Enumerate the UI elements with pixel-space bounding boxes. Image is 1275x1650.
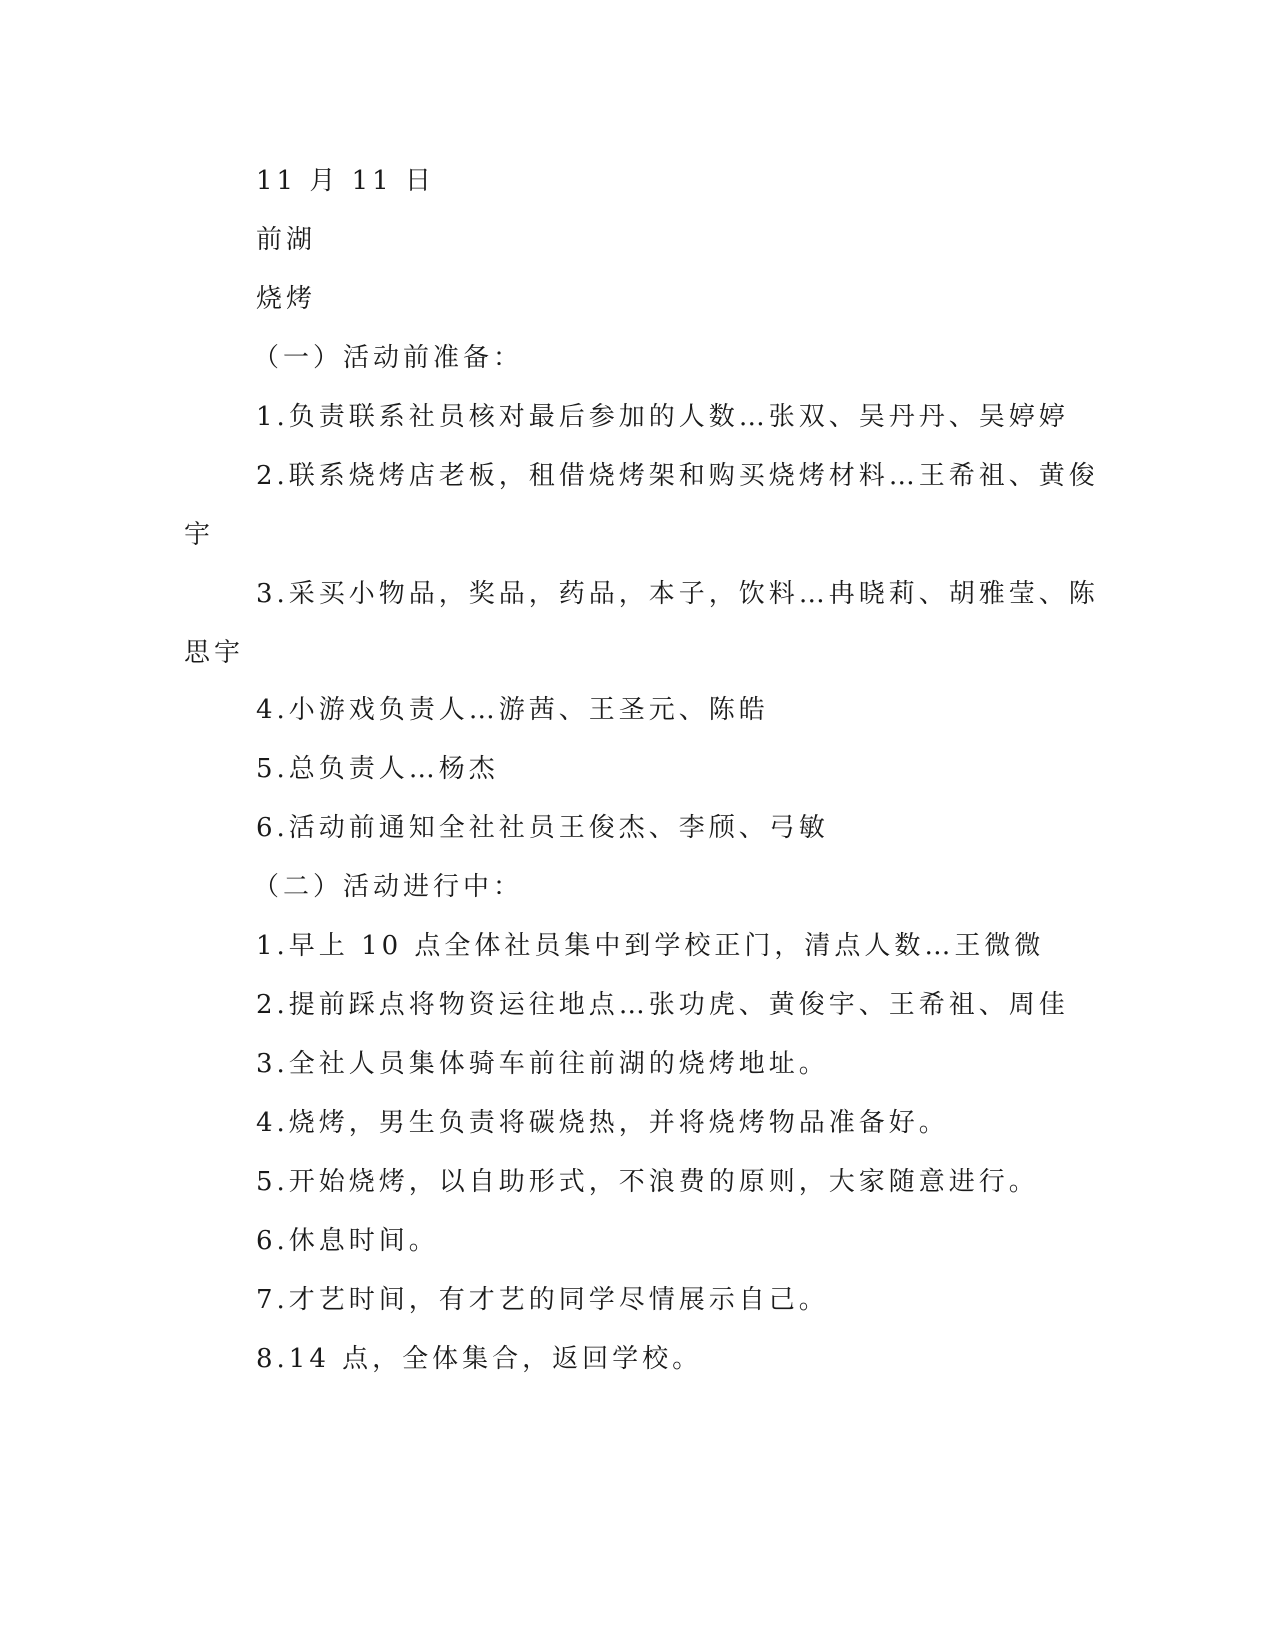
progress-item-5: 5.开始烧烤，以自助形式，不浪费的原则，大家随意进行。 (256, 1167, 1039, 1197)
prep-item-3: 3.采买小物品，奖品，药品，本子，饮料…冉晓莉、胡雅莹、陈 (256, 579, 1099, 609)
date-line: 11 月 11 日 (256, 166, 435, 196)
progress-item-1: 1.早上 10 点全体社员集中到学校正门，清点人数…王微微 (256, 931, 1045, 961)
prep-item-1: 1.负责联系社员核对最后参加的人数…张双、吴丹丹、吴婷婷 (256, 402, 1069, 432)
progress-item-8: 8.14 点，全体集合，返回学校。 (256, 1344, 703, 1374)
section-heading-in-progress: （二）活动进行中： (253, 872, 524, 902)
location-line: 前湖 (256, 225, 317, 255)
activity-line: 烧烤 (256, 284, 317, 314)
progress-item-7: 7.才艺时间，有才艺的同学尽情展示自己。 (256, 1285, 829, 1315)
progress-item-2: 2.提前踩点将物资运往地点…张功虎、黄俊宇、王希祖、周佳 (256, 990, 1069, 1020)
progress-item-3: 3.全社人员集体骑车前往前湖的烧烤地址。 (256, 1049, 829, 1079)
prep-item-5: 5.总负责人…杨杰 (256, 754, 499, 784)
section-heading-preparation: （一）活动前准备： (253, 343, 524, 373)
prep-item-6: 6.活动前通知全社社员王俊杰、李颀、弓敏 (256, 813, 829, 843)
progress-item-6: 6.休息时间。 (256, 1226, 439, 1256)
prep-item-2: 2.联系烧烤店老板，租借烧烤架和购买烧烤材料…王希祖、黄俊 (256, 461, 1099, 491)
prep-item-4: 4.小游戏负责人…游茜、王圣元、陈皓 (256, 695, 769, 725)
progress-item-4: 4.烧烤，男生负责将碳烧热，并将烧烤物品准备好。 (256, 1108, 949, 1138)
prep-item-2-continuation: 宇 (184, 520, 215, 550)
prep-item-3-continuation: 思宇 (184, 638, 245, 668)
